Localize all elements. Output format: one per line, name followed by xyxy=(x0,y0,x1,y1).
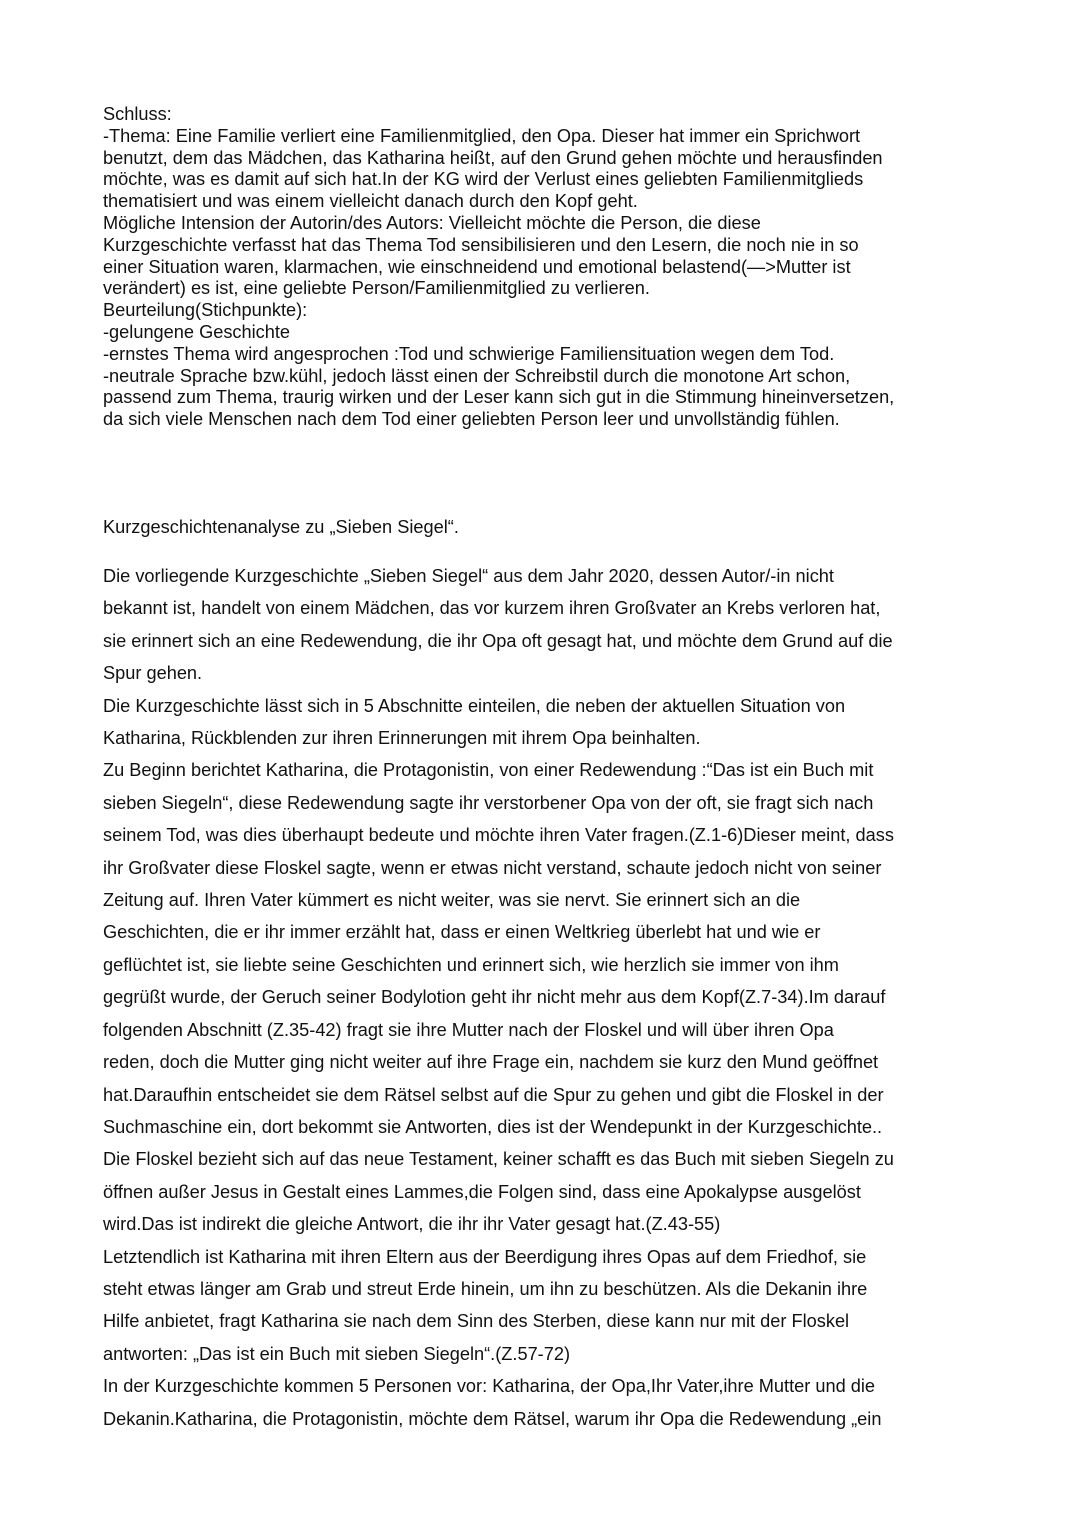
text-line: Schluss: xyxy=(103,104,172,124)
text-line: ihr Großvater diese Floskel sagte, wenn er etwas nicht verstand, schaute jedoch nicht von seiner xyxy=(103,857,882,878)
text-line: -neutrale Sprache bzw.kühl, jedoch lässt einen der Schreibstil durch die monotone Art schon, xyxy=(103,365,851,386)
conclusion-section xyxy=(103,104,983,431)
text-line: thematisiert und was einem vielleicht danach durch den Kopf geht. xyxy=(103,191,638,212)
text-line: Die Floskel bezieht sich auf das neue Testament, keiner schafft es das Buch mit sieben Siegeln zu xyxy=(103,1149,894,1170)
text-line: antworten: „Das ist ein Buch mit sieben Siegeln“.(Z.57-72) xyxy=(103,1343,571,1364)
text-line: Suchmaschine ein, dort bekommt sie Antworten, dies ist der Wendepunkt in der Kurzgeschichte.. xyxy=(103,1116,883,1137)
text-line: reden, doch die Mutter ging nicht weiter auf ihre Frage ein, nachdem sie kurz den Mund geöffnet xyxy=(103,1052,879,1073)
text-line: da sich viele Menschen nach dem Tod einer geliebten Person leer und unvollständig fühlen. xyxy=(103,409,840,430)
text-line: Zeitung auf. Ihren Vater kümmert es nicht weiter, was sie nervt. Sie erinnert sich an die xyxy=(103,890,801,911)
text-line: steht etwas länger am Grab und streut Erde hinein, um ihn zu beschützen. Als die Dekanin ihre xyxy=(103,1278,868,1299)
text-line: Die Kurzgeschichte lässt sich in 5 Abschnitte einteilen, die neben der aktuellen Situation von xyxy=(103,695,846,716)
text-line: bekannt ist, handelt von einem Mädchen, das vor kurzem ihren Großvater an Krebs verloren hat, xyxy=(103,598,881,619)
text-line: Letztendlich ist Katharina mit ihren Eltern aus der Beerdigung ihres Opas auf dem Friedhof, sie xyxy=(103,1246,867,1267)
text-line: einer Situation waren, klarmachen, wie einschneidend und emotional belastend(—>Mutter ist xyxy=(103,256,851,277)
text-line: folgenden Abschnitt (Z.35-42) fragt sie ihre Mutter nach der Floskel und will über ihren Opa xyxy=(103,1019,834,1040)
text-line: seinem Tod, was dies überhaupt bedeute und möchte ihren Vater fragen.(Z.1-6)Dieser meint, dass xyxy=(103,825,894,846)
text-line: verändert) es ist, eine geliebte Person/Familienmitglied zu verlieren. xyxy=(103,278,650,299)
text-line: hat.Daraufhin entscheidet sie dem Rätsel selbst auf die Spur zu gehen und gibt die Floskel in der xyxy=(103,1084,884,1105)
text-line: geflüchtet ist, sie liebte seine Geschichten und erinnert sich, wie herzlich sie immer von ihm xyxy=(103,954,839,975)
text-line: wird.Das ist indirekt die gleiche Antwort, die ihr ihr Vater gesagt hat.(Z.43-55) xyxy=(103,1214,721,1235)
text-line: Zu Beginn berichtet Katharina, die Protagonistin, von einer Redewendung :“Das ist ein Buch mit xyxy=(103,760,874,781)
text-line: Dekanin.Katharina, die Protagonistin, möchte dem Rätsel, warum ihr Opa die Redewendung „ein xyxy=(103,1408,882,1429)
text-line: Spur gehen. xyxy=(103,663,203,684)
text-line: Beurteilung(Stichpunkte): xyxy=(103,300,308,321)
text-line: -Thema: Eine Familie verliert eine Familienmitglied, den Opa. Dieser hat immer ein Sprichwort xyxy=(103,125,861,146)
text-line: benutzt, dem das Mädchen, das Katharina heißt, auf den Grund gehen möchte und herausfinden xyxy=(103,147,883,168)
text-line: Mögliche Intension der Autorin/des Autors: Vielleicht möchte die Person, die diese xyxy=(103,212,761,233)
text-line: In der Kurzgeschichte kommen 5 Personen vor: Katharina, der Opa,Ihr Vater,ihre Mutter und die xyxy=(103,1376,876,1397)
text-line: Hilfe anbietet, fragt Katharina sie nach dem Sinn des Sterben, diese kann nur mit der Floskel xyxy=(103,1311,850,1332)
text-line: Kurzgeschichte verfasst hat das Thema Tod sensibilisieren und den Lesern, die noch nie in so xyxy=(103,234,859,255)
text-line: gegrüßt wurde, der Geruch seiner Bodylotion geht ihr nicht mehr aus dem Kopf(Z.7-34).Im darauf xyxy=(103,987,886,1008)
text-line: sieben Siegeln“, diese Redewendung sagte ihr verstorbener Opa von der oft, sie fragt sich nach xyxy=(103,792,874,813)
analysis-section xyxy=(103,515,983,1435)
text-line: möchte, was es damit auf sich hat.In der KG wird der Verlust eines geliebten Familienmitglieds xyxy=(103,169,864,190)
text-line: -gelungene Geschichte xyxy=(103,321,291,342)
analysis-title: Kurzgeschichtenanalyse zu „Sieben Siegel“. xyxy=(103,517,459,537)
text-line: Geschichten, die er ihr immer erzählt hat, dass er einen Weltkrieg überlebt hat und wie er xyxy=(103,922,821,943)
text-line: -ernstes Thema wird angesprochen :Tod und schwierige Familiensituation wegen dem Tod. xyxy=(103,343,835,364)
text-line: öffnen außer Jesus in Gestalt eines Lammes,die Folgen sind, dass eine Apokalypse ausgelöst xyxy=(103,1181,861,1202)
text-line: Katharina, Rückblenden zur ihren Erinnerungen mit ihrem Opa beinhalten. xyxy=(103,728,701,749)
text-line: Die vorliegende Kurzgeschichte „Sieben Siegel“ aus dem Jahr 2020, dessen Autor/-in nicht xyxy=(103,566,834,586)
text-line: passend zum Thema, traurig wirken und der Leser kann sich gut in die Stimmung hineinversetzen, xyxy=(103,387,895,408)
analysis-body xyxy=(103,560,983,1435)
text-line: sie erinnert sich an eine Redewendung, die ihr Opa oft gesagt hat, und möchte dem Grund auf die xyxy=(103,630,893,651)
